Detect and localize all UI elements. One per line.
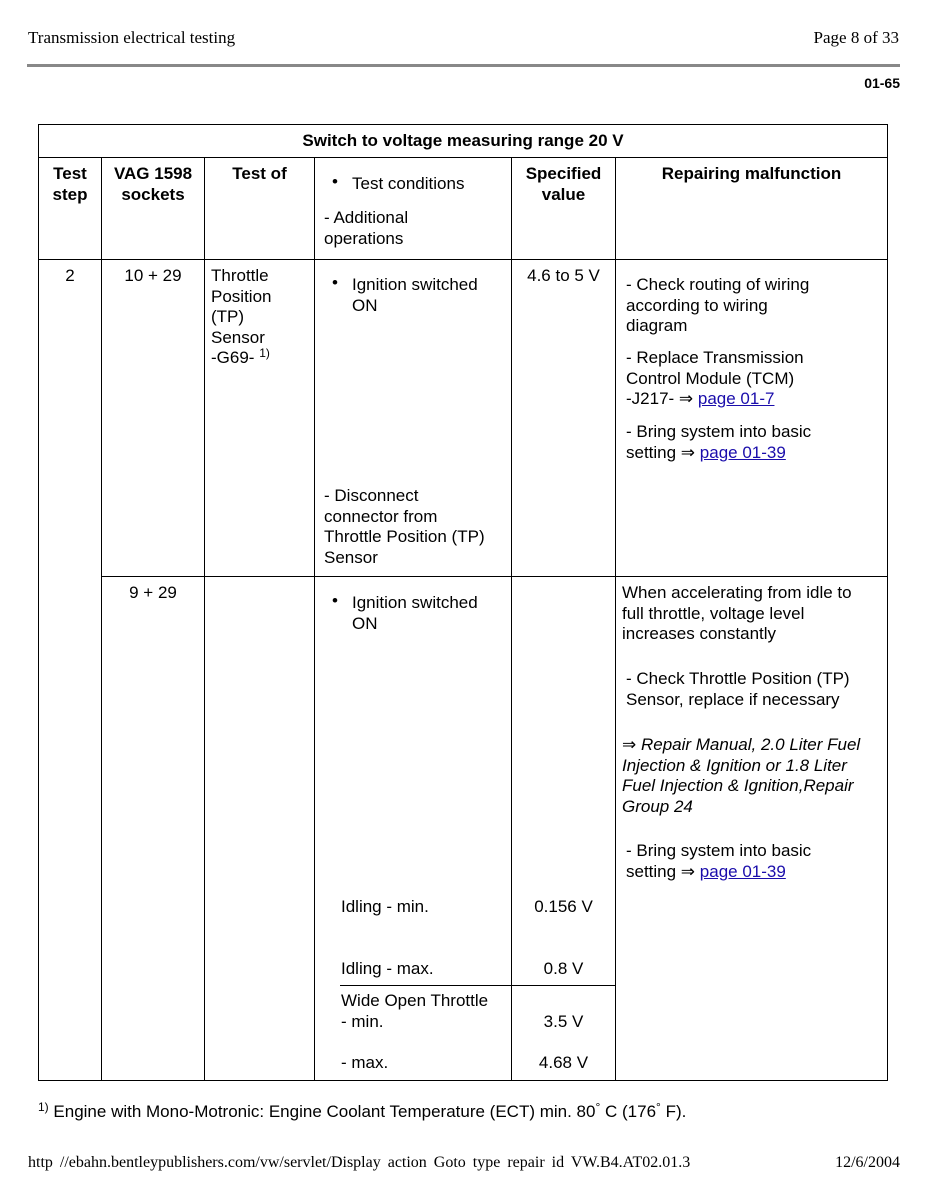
measurement-label: Idling - min. [341,897,429,916]
test-table [38,124,888,1081]
measurement-divider [340,985,616,986]
sockets-value: 10 + 29 [124,266,182,285]
col-header-sockets: VAG 1598 sockets [113,164,193,204]
measurement-label: - max. [341,1053,389,1072]
footnote: $^{1)}$ Engine with Mono-Motronic: Engine Coolant Temperature (ECT) min. 80° C (176° F). [38,1100,687,1121]
column-divider [101,157,102,1081]
page-link[interactable]: page 01-7 [697,389,775,408]
measurement-value: 0.156 V [534,897,593,916]
document-title: Transmission electrical testing [28,28,236,47]
col-header-repairing-malfunction: Repairing malfunction [661,164,842,183]
measurement-value: 4.68 V [538,1053,589,1072]
repair-step: - Replace Transmission Control Module (TCM) -J217- ⇒ page 01-7 [626,348,804,408]
bullet-icon: • [332,172,338,191]
column-divider [204,157,205,1081]
column-divider [511,157,512,1081]
header-row-divider [38,259,888,260]
measurement-label: Wide Open Throttle - min. [341,991,489,1031]
measurement-label: Idling - max. [341,959,434,978]
column-divider [615,157,616,1081]
repair-step: - Bring system into basic setting ⇒ page 01-39 [626,422,812,462]
specified-value: 4.6 to 5 V [527,266,600,285]
test-condition: Ignition switched ON [352,593,478,633]
table-border-top [38,124,888,125]
repair-manual-reference: ⇒ Repair Manual, 2.0 Liter Fuel Injection & Ignition or 1.8 Liter Fuel Injection & Ignition,Repair Group 24 [622,735,861,816]
test-condition: Ignition switched ON [352,275,478,315]
test-of-value: Throttle Position (TP) Sensor -G69- $^{1)}$ [211,266,272,367]
column-divider [314,157,315,1081]
additional-operation: - Disconnect connector from Throttle Position (TP) Sensor [324,486,485,567]
row-divider [101,576,888,577]
header-divider [27,64,900,67]
footnote-mark: 1) [38,1100,49,1114]
bullet-icon: • [332,591,338,610]
caption-divider [38,157,888,158]
measurement-value: 3.5 V [543,1012,584,1031]
col-header-specified-value: Specified value [525,164,602,204]
test-step-value: 2 [65,266,75,285]
col-header-test-step: Test step [52,164,88,204]
section-code: 01-65 [864,75,900,91]
page-link[interactable]: page 01-39 [699,442,786,462]
measurement-value: 0.8 V [543,959,584,978]
page-number: Page 8 of 33 [813,28,899,47]
footnote-ref: 1) [259,346,270,360]
repair-step: - Bring system into basic setting ⇒ page 01-39 [626,841,812,881]
col-header-additional-operations: - Additional operations [324,208,409,248]
source-url: http //ebahn.bentleypublishers.com/vw/servlet/Display action Goto type repair id VW.B4.AT02.01.3 [28,1154,691,1171]
table-border-bottom [38,1080,888,1081]
col-header-test-of: Test of [232,164,287,183]
table-border-right [887,124,888,1081]
page-link[interactable]: page 01-39 [699,861,786,881]
sockets-value: 9 + 29 [129,583,177,602]
print-date: 12/6/2004 [835,1154,900,1171]
repair-step: - Check Throttle Position (TP) Sensor, replace if necessary [626,669,850,709]
col-header-test-conditions: Test conditions [352,174,465,193]
table-caption: Switch to voltage measuring range 20 V [302,131,624,150]
bullet-icon: • [332,273,338,292]
repair-step: - Check routing of wiring according to wiring diagram [626,275,810,335]
repair-step: When accelerating from idle to full throttle, voltage level increases constantly [622,583,852,643]
